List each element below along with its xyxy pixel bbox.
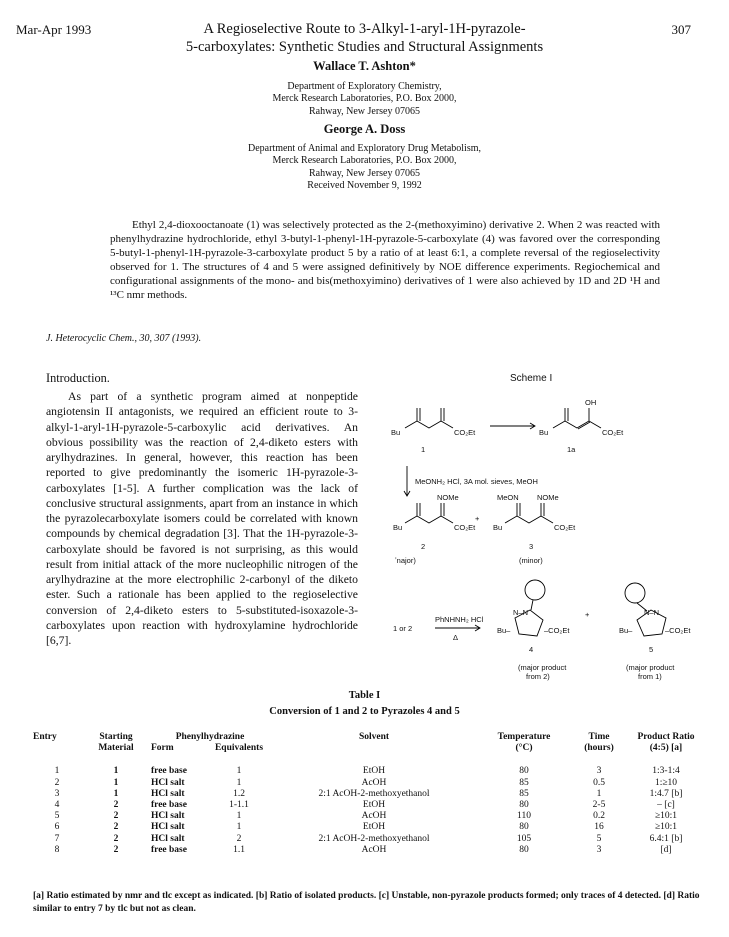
cell-ratio: ≥10:1 [654,811,678,822]
results-table [33,732,703,856]
note-4-line1: (major product [518,663,567,672]
compound-3-skeleton [505,516,553,523]
cell-solvent: 2:1 AcOH-2-methoxyethanol [318,833,430,844]
cell-material: 1 [113,788,119,799]
header-time-unit: (hours) [584,743,614,754]
cell-equivalents: 2 [236,833,242,844]
cell-ratio: 6.4:1 [b] [649,833,683,844]
co2et-label-4: –CO₂Et [544,626,570,635]
cell-equivalents: 1-1.1 [229,799,249,810]
cell-ratio: ≥10:1 [654,822,678,833]
journal-citation: J. Heterocyclic Chem., 30, 307 (1993). [46,333,202,344]
meon-label-3: MeON [497,493,519,502]
compound-1a-label: 1a [567,445,576,454]
cell-time: 3 [596,844,602,855]
cell-material: 1 [113,777,119,788]
cell-material: 2 [113,833,119,844]
cell-temperature: 85 [519,788,529,799]
cell-solvent: EtOH [362,822,386,833]
bu-label-1a: Bu [539,428,549,437]
affiliation-1: Department of Exploratory Chemistry, Merck Research Laboratories, P.O. Box 2000, Rahway, New Jersey 07065 [272,81,457,117]
cell-temperature: 80 [519,799,529,810]
affiliation-2: Department of Animal and Exploratory Drug Metabolism, Merck Research Laboratories, P.O. Box 2000, Rahway, New Jersey 07065 Received November 9, 1992 [247,143,481,191]
cell-time: 2-5 [592,799,606,810]
note-4-line2: from 2) [526,672,550,681]
cell-ratio: [d] [660,844,672,855]
cell-form: HCl salt [151,811,185,822]
table-row [33,834,703,845]
cell-time: 0.5 [593,777,605,788]
header-product-ratio: Product Ratio [637,732,695,742]
cell-equivalents: 1 [236,777,242,788]
compound-5-label: 5 [649,645,654,654]
compound-2-skeleton [405,516,453,523]
cell-equivalents: 1 [236,822,242,833]
header-entry: Entry [33,732,57,742]
cell-equivalents: 1 [236,811,242,822]
table-subtitle: Conversion of 1 and 2 to Pyrazoles 4 and 5 [269,706,460,717]
author-1: Wallace T. Ashton* [313,59,416,73]
header-starting: Starting [99,732,133,742]
table-row [33,822,703,833]
header-time: Time [588,732,610,742]
table-footnote: [a] Ratio estimated by nmr and tlc except as indicated. [b] Ratio of isolated products. [c] Unstable, non-pyrazole products formed; only traces of 4 detected. [d] Ratio similar to entry 7 by tlc but not as clean. [33,891,700,914]
cell-material: 1 [113,766,119,777]
compound-2-label: 2 [421,542,426,551]
cell-solvent: EtOH [362,766,386,777]
cell-entry: 6 [54,822,60,833]
plus-sign: + [475,514,480,523]
cell-time: 16 [594,822,604,833]
table-row [33,766,703,777]
cell-entry: 8 [54,844,60,855]
cell-solvent: EtOH [362,799,386,810]
phenyl-5 [625,583,645,603]
intro-body [46,389,358,648]
header-temp-unit: (°C) [515,743,533,754]
bu-label: Bu [391,428,401,437]
cell-material: 2 [113,811,119,822]
major-label: ʼnajor) [395,556,416,565]
cell-temperature: 85 [519,777,529,788]
bu-label-3: Bu [493,523,503,532]
compound-1-label: 1 [421,445,426,454]
cell-temperature: 105 [516,833,532,844]
cell-ratio: 1:3-1:4 [652,766,680,777]
phenyl-4 [525,580,545,600]
table-row [33,778,703,789]
cell-entry: 5 [54,811,60,822]
header-equivalents: Equivalents [214,743,264,754]
table-title: Table I [348,690,381,701]
author-2: George A. Doss [323,122,406,136]
header-ratio-unit: (4:5) [a] [649,743,683,754]
paper-title-line2: 5-carboxylates: Synthetic Studies and Structural Assignments [185,39,544,55]
header-form: Form [151,743,174,754]
reagent-2: PhNHNH₂ HCl [435,615,484,624]
co2et-label-2: CO₂Et [454,523,476,532]
cell-equivalents: 1.2 [233,788,245,799]
header-material: Material [98,743,134,754]
intro-paragraph: As part of a synthetic program aimed at nonpeptide angiotensin II antagonists, we required an efficient route to 3-alkyl-1-aryl-1H-pyrazole-5-carboxylic acid derivatives. An obvious possibility was the reaction of 2,4-diketo esters with arylhydrazines. In general, however, this reaction has been reported to give predominantly the isomeric 1H-pyrazole-3-carboxylates [1-5]. A further complication was the lack of conclusive structural assignments, apart from an instance in which the pyrazolecarboxylate isomers could be correlated with known compounds by chemical degradation [3]. That the 1H-pyrazole-3-carboxylate should be favored is not surprising, as this would result from initial attack of the more nucleophilic nitrogen of the arylhydrazine at the more electrophilic 2-carbonyl of the diketo ester. Such a rationale has been applied to the regioselective conversion of 2,4-diketo esters to 5-substituted-isoxazole-3-carboxylates upon reaction with hydroxylamine hydrochloride [6,7]. [46,390,358,647]
page-number: 307 [671,22,691,37]
cell-entry: 7 [54,833,60,844]
co2et-label: CO₂Et [454,428,476,437]
cell-form: HCl salt [151,777,185,788]
cell-solvent: AcOH [361,777,387,788]
header-temperature: Temperature [497,732,551,742]
co2et-label-3: CO₂Et [554,523,576,532]
nome-label-3: NOMe [537,493,559,502]
cell-solvent: AcOH [361,844,387,855]
cell-form: HCl salt [151,822,185,833]
table-row [33,800,703,811]
note-5-line1: (major product [626,663,675,672]
co2et-label-5: –CO₂Et [665,626,691,635]
abstract: Ethyl 2,4-dioxooctanoate (1) was selectively protected as the 2-(methoxyimino) derivative 2. When 2 was reacted with phenylhydrazine hydrochloride, ethyl 3-butyl-1-phenyl-1H-pyrazole-5-carboxylate (4) was favored over the corresponding 5-butyl-1-phenyl-1H-pyrazole-3-carboxylate product 5 by a ratio of at least 6:1, a complete reversal of the regioselectivity observed for 1. The structures of 4 and 5 were assigned definitively by NOE difference experiments. Regiochemical and configurational assignments of the mono- and bis(methoxyimino) derivatives of 1 were also achieved by 1D and 2D ¹H and ¹³C nmr methods. [110,219,660,302]
cell-entry: 1 [54,766,60,777]
cell-form: free base [151,766,187,777]
oh-label: OH [585,398,597,407]
minor-label: (minor) [519,556,543,565]
cell-material: 2 [113,799,119,810]
compound-1-skeleton [405,421,453,428]
cell-ratio: 1:4.7 [b] [649,788,683,799]
table-row [33,789,703,800]
cell-form: free base [151,844,187,855]
co2et-label-1a: CO₂Et [602,428,624,437]
cell-ratio: 1:≥10 [654,777,678,788]
cell-time: 5 [596,833,602,844]
cell-form: HCl salt [151,833,185,844]
intro-heading: Introduction. [46,371,110,385]
scheme-title: Scheme I [510,373,553,384]
cell-form: HCl salt [151,788,185,799]
cell-temperature: 80 [519,822,529,833]
start-label: 1 or 2 [393,624,413,633]
compound-4-label: 4 [529,645,534,654]
cell-temperature: 80 [519,766,529,777]
cell-material: 2 [113,822,119,833]
cell-temperature: 110 [517,811,531,822]
plus-sign-2: + [585,610,590,619]
cell-equivalents: 1.1 [233,844,245,855]
cell-form: free base [151,799,187,810]
cell-material: 2 [113,844,119,855]
header-solvent: Solvent [358,732,390,742]
delta-label: Δ [453,633,459,642]
bu-label-2: Bu [393,523,403,532]
cell-solvent: 2:1 AcOH-2-methoxyethanol [318,788,430,799]
compound-3-label: 3 [529,542,534,551]
cell-time: 0.2 [593,811,605,822]
cell-time: 3 [596,766,602,777]
nn-label-5: N–N [644,608,660,617]
cell-ratio: – [c] [657,799,675,810]
bu-label-4: Bu– [497,626,511,635]
cell-temperature: 80 [519,844,529,855]
cell-solvent: AcOH [361,811,387,822]
table-row [33,845,703,856]
cell-time: 1 [596,788,602,799]
nn-label-4: N–N [513,608,529,617]
cell-entry: 4 [54,799,60,810]
bu-label-5: Bu– [619,626,633,635]
running-header-date: Mar-Apr 1993 [16,22,92,37]
cell-equivalents: 1 [236,766,242,777]
nome-label-2: NOMe [437,493,459,502]
table-row [33,811,703,822]
paper-title-line1: A Regioselective Route to 3-Alkyl-1-aryl-1H-pyrazole- [203,21,526,37]
scheme-diagram [385,388,715,693]
note-5-line2: from 1) [638,672,662,681]
header-phenylhydrazine: Phenylhydrazine [175,732,245,742]
reagent-1: MeONH₂ HCl, 3A mol. sieves, MeOH [415,477,538,486]
cell-entry: 3 [54,788,60,799]
compound-1a-skeleton [553,421,601,428]
cell-entry: 2 [54,777,60,788]
